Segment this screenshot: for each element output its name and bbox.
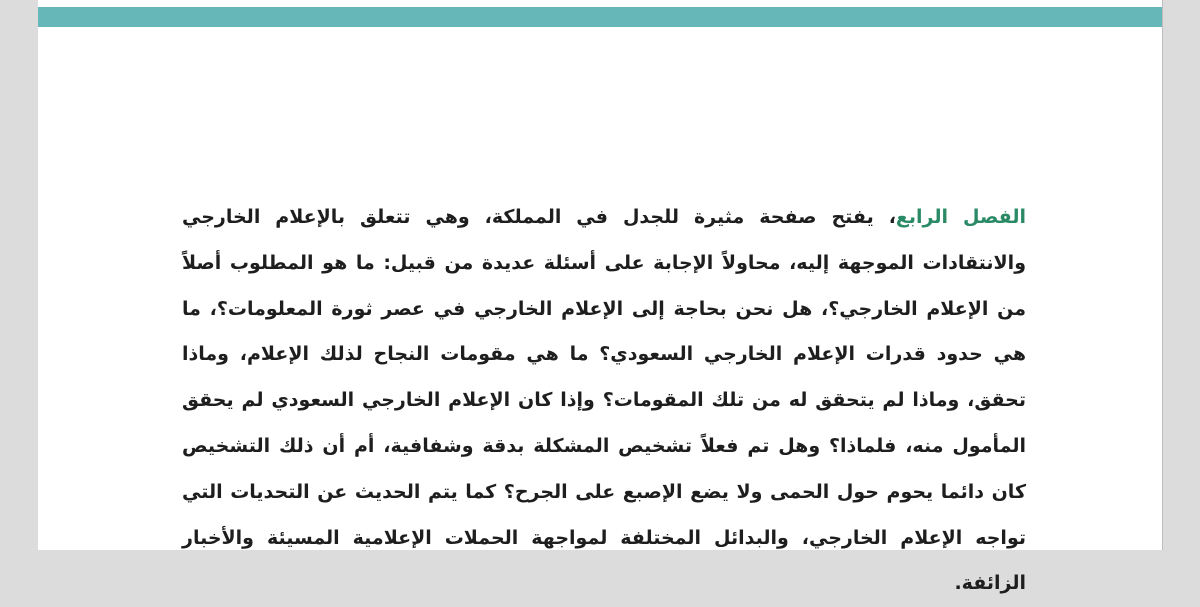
page-header-band	[38, 7, 1162, 27]
book-page	[38, 0, 1163, 595]
chapter-paragraph	[182, 195, 1026, 607]
chapter-title: الفصل الرابع	[895, 206, 1026, 228]
paragraph-text: ، يفتح صفحة مثيرة للجدل في المملكة، وهي تتعلق بالإعلام الخارجي والانتقادات الموجهة إليه، محاولاً الإجابة على أسئلة عديدة من قبيل: ما هو المطلوب أصلاً من الإعلام الخارجي؟، هل نحن بحاجة إلى الإعلام الخارجي في عصر ثورة المعلومات؟، ما هي حدود قدرات الإعلام الخارجي السعودي؟ ما هي مقومات النجاح لذلك الإعلام، وماذا تحقق، وماذا لم يتحقق له من تلك المقومات؟ وإذا كان الإعلام الخارجي السعودي لم يحقق المأمول منه، فلماذا؟ وهل تم فعلاً تشخيص المشكلة بدقة وشفافية، أم أن ذلك التشخيص كان دائما يحوم حول الحمى ولا يضع الإصبع على الجرح؟ كما يتم الحديث عن التحديات التي تواجه الإعلام الخارجي، والبدائل المختلفة لمواجهة الحملات الإعلامية المسيئة والأخبار الزائفة.	[182, 206, 1026, 595]
